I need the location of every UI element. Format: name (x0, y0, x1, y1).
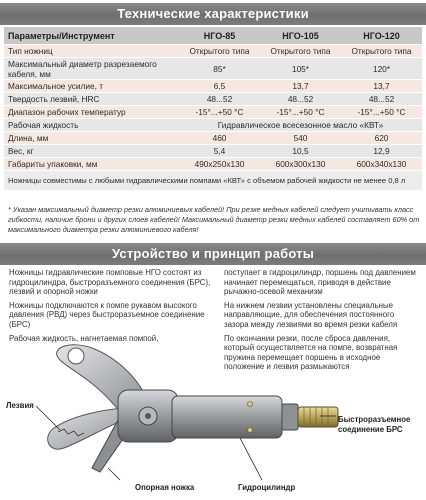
coupling-ring (282, 404, 298, 430)
spec-table (4, 27, 422, 191)
row-label: Вес, кг (4, 145, 179, 158)
row-label: Тип ножниц (4, 45, 179, 58)
cell-value: 85* (179, 58, 260, 80)
blade-hole-icon (68, 348, 84, 364)
paragraph: По окончании резки, после сброса давления, который осуществляется на помпе, возвратная пружина перемещает поршень в исходное положение и лезвия размыкаются (224, 333, 398, 372)
cell-value: Открытого типа (341, 45, 422, 58)
row-label: Рабочая жидкость (4, 119, 179, 132)
cell-value: 48...52 (179, 93, 260, 106)
table-note-row (4, 171, 422, 191)
cell-value: 490x250x130 (179, 158, 260, 171)
cell-value: 13,7 (260, 80, 341, 93)
column-header-param: Параметры/Инструмент (4, 27, 179, 45)
cell-value: 12,9 (341, 145, 422, 158)
row-label: Максимальный диаметр разрезаемого кабеля, мм (4, 58, 179, 80)
paragraph: Рабочая жидкость, нагнетаемая помпой, (9, 333, 159, 343)
cell-value: 105* (260, 58, 341, 80)
cell-value: 5,4 (179, 145, 260, 158)
device-section-title: Устройство и принцип работы (0, 243, 426, 265)
cell-value: 460 (179, 132, 260, 145)
table-header-row (4, 27, 422, 45)
paragraph: Ножницы гидравлические помповые НГО состоят из гидроцилиндра, быстроразъемного соединения (БРС), лезвий и опорной ножки (9, 268, 211, 297)
row-label: Максимальное усилие, т (4, 80, 179, 93)
row-label: Диапазон рабочих температур (4, 106, 179, 119)
table-row (4, 158, 422, 171)
table-row (4, 132, 422, 145)
column-header-ngo120: НГО-120 (341, 27, 422, 45)
cell-value: 620 (341, 132, 422, 145)
footnote: * Указан максимальный диаметр резки алюминиевых кабелей! При резке медных кабелей следует учитывать класс гибкости, наличие брони и других слоев кабелей! Максимальный диаметр резки медных кабелей составляет 60% от максимального диаметра резки алюминиевого кабеля! (8, 205, 420, 234)
table-row (4, 145, 422, 158)
row-label: Габариты упаковки, мм (4, 158, 179, 171)
cell-value: 6,5 (179, 80, 260, 93)
blades-pointer (36, 406, 60, 430)
cell-value: 120* (341, 58, 422, 80)
spec-section-title: Технические характеристики (0, 3, 426, 25)
cell-value: 540 (260, 132, 341, 145)
cell-value: 48...52 (341, 93, 422, 106)
row-label: Длина, мм (4, 132, 179, 145)
cell-value: Открытого типа (260, 45, 341, 58)
label-cylinder: Гидроцилиндр (238, 483, 296, 492)
cell-value: 48...52 (260, 93, 341, 106)
label-blades: Лезвия (6, 401, 34, 410)
cylinder-body (172, 396, 282, 438)
table-row (4, 58, 422, 80)
cell-value: -15°...+50 °С (179, 106, 260, 119)
cylinder-pointer (240, 438, 262, 480)
cell-value: -15°...+50 °С (260, 106, 341, 119)
paragraph: На нижнем лезвии установлены специальные направляющие, для обеспечения постоянного зазора между лезвиями во время резки кабеля (224, 300, 398, 329)
paragraph: Ножницы подключаются к помпе рукавом высокого давления (РВД) через быстроразъемное соединение (БРС) (9, 300, 205, 329)
column-header-ngo85: НГО-85 (179, 27, 260, 45)
paragraph: поступает в гидроцилиндр, поршень под давлением начинает перемещаться, приводя в действие рычажно-осевой механизм (224, 268, 416, 297)
table-row (4, 119, 422, 132)
label-support-leg: Опорная ножка (135, 483, 195, 492)
label-coupling: Быстроразъемное соединение БРС (338, 415, 411, 434)
cell-value: Открытого типа (179, 45, 260, 58)
table-row (4, 80, 422, 93)
column-header-ngo105: НГО-105 (260, 27, 341, 45)
cell-value: -15°...+50 °С (341, 106, 422, 119)
cell-value: 600x340x130 (341, 158, 422, 171)
cell-value: 10,5 (260, 145, 341, 158)
table-row (4, 45, 422, 58)
support-pointer (108, 468, 120, 480)
cell-value-span: Гидравлическое всесезонное масло «КВТ» (179, 119, 422, 132)
cell-value: 13,7 (341, 80, 422, 93)
description-left-column (9, 268, 214, 347)
row-label: Твердость лезвий, HRC (4, 93, 179, 106)
cell-value: 600x300x130 (260, 158, 341, 171)
compatibility-note: Ножницы совместимы с любыми гидравлическими помпами «КВТ» с объемом рабочей жидкости не менее 0,8 л (4, 171, 422, 191)
table-row (4, 106, 422, 119)
table-row (4, 93, 422, 106)
